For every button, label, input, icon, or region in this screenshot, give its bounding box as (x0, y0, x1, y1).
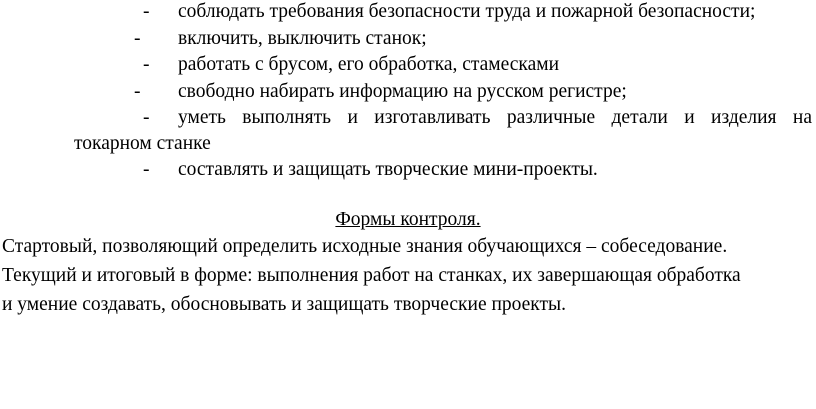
list-item-5-continuation: токарном станке (74, 133, 211, 154)
list-item-3-dash: - (143, 54, 150, 75)
word: выполнять (242, 107, 332, 128)
list-item-2-text: включить, выключить станок; (178, 28, 427, 49)
word: и (684, 107, 695, 128)
word: изготавливать (374, 107, 491, 128)
word: и (347, 107, 358, 128)
paragraph-line-2: Текущий и итоговый в форме: выполнения работ на станках, их завершающая обработка (2, 265, 741, 286)
list-item-3-text: работать с брусом, его обработка, стамесками (178, 54, 560, 75)
word: на (792, 107, 812, 128)
word: уметь (178, 107, 226, 128)
word: изделия (711, 107, 777, 128)
paragraph-line-3: и умение создавать, обосновывать и защищать творческие проекты. (2, 294, 567, 315)
list-item-6-text: составлять и защищать творческие мини-проекты. (178, 159, 598, 180)
list-item-1-text: соблюдать требования безопасности труда и пожарной безопасности; (178, 1, 756, 22)
word: различные (506, 107, 596, 128)
paragraph-line-1: Стартовый, позволяющий определить исходные знания обучающихся – собеседование. (2, 236, 728, 257)
list-item-1-dash: - (143, 1, 150, 22)
list-item-6-dash: - (143, 159, 150, 180)
section-heading: Формы контроля. (335, 209, 481, 230)
list-item-5-text (178, 108, 812, 128)
list-item-5-dash: - (143, 107, 150, 128)
list-item-2-dash: - (134, 28, 141, 49)
list-item-4-text: свободно набирать информацию на русском регистре; (178, 81, 627, 102)
list-item-4-dash: - (134, 81, 141, 102)
word: детали (611, 107, 668, 128)
